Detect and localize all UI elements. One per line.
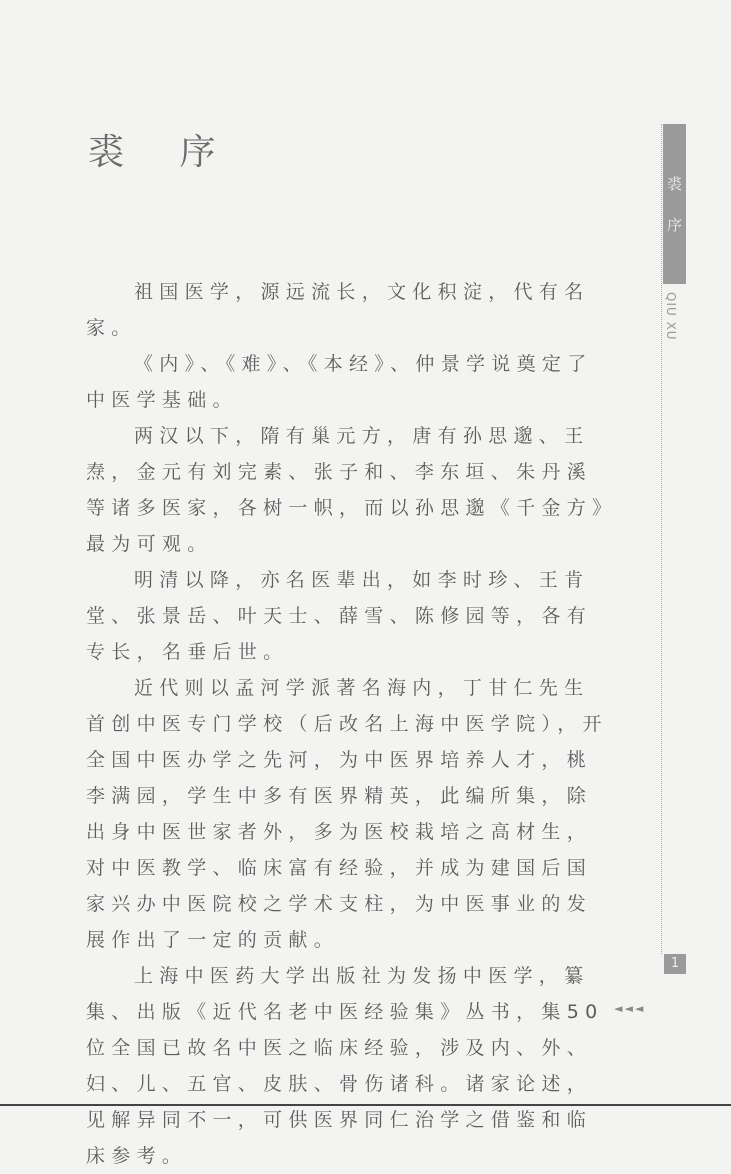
paragraph: 明清以降，亦名医辈出，如李时珍、王肯堂、张景岳、叶天士、薛雪、陈修园等，各有专长，名垂后世。 xyxy=(86,569,593,663)
paragraph: 近代则以孟河学派著名海内，丁甘仁先生首创中医专门学校（后改名上海中医学院），开全国中医办学之先河，为中医界培养人才，桃李满园，学生中多有医界精英，此编所集，除出身中医世家者外，多为医校栽培之高材生，对中医教学、临床富有经验，并成为建国后国家兴办中医院校之学术支柱，为中医事业的发展作出了一定的贡献。 xyxy=(86,677,608,951)
paragraph: 上海中医药大学出版社为发扬中医学，纂集、出版《近代名老中医经验集》丛书，集50位全国已故名中医之临床经验，涉及内、外、妇、儿、五官、皮肤、骨伤诸科。诸家论述，见解异同不一，可供医界同仁治学之借鉴和临床参考。 xyxy=(86,965,604,1167)
page-number: 1 xyxy=(664,954,686,974)
page-title: 裘 序 xyxy=(88,132,238,173)
preface-body xyxy=(86,274,614,1174)
section-tab-char: 裘 xyxy=(666,175,682,193)
paragraph: 《内》、《难》、《本经》、仲景学说奠定了中医学基础。 xyxy=(86,353,593,411)
page-edge-line xyxy=(0,1104,731,1106)
paragraph: 祖国医学，源远流长，文化积淀，代有名家。 xyxy=(86,281,590,339)
arrows-icon: ◄◄◄ xyxy=(614,1002,646,1015)
margin-dotted-line xyxy=(661,124,662,954)
paragraph: 两汉以下，隋有巢元方，唐有孙思邈、王焘，金元有刘完素、张子和、李东垣、朱丹溪等诸多医家，各树一帜，而以孙思邈《千金方》最为可观。 xyxy=(86,425,608,555)
section-tab-char: 序 xyxy=(666,216,682,234)
section-tab xyxy=(663,124,686,284)
section-pinyin: QIU XU xyxy=(664,292,678,341)
